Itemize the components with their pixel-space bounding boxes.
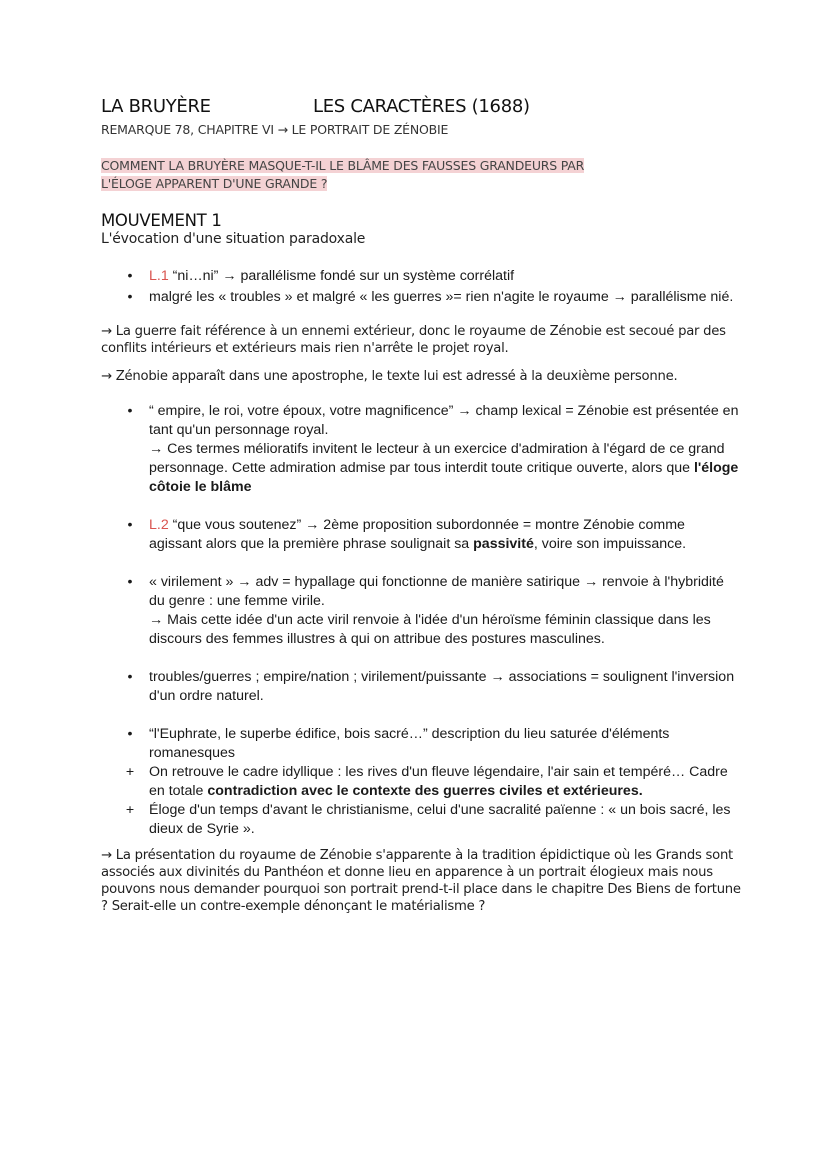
list-item-text: Éloge d'un temps d'avant le christianisme, celui d'une sacralité païenne : « un bois sacré, les dieux de Syrie ». [149, 802, 731, 837]
list-item-text: malgré les « troubles » et malgré « les guerres »= rien n'agite le royaume → parallélisme nié. [149, 289, 734, 305]
list-item [101, 288, 741, 307]
line-reference: L.1 [149, 268, 169, 284]
plus-icon: + [125, 802, 135, 818]
bullet-list-2 [101, 402, 741, 839]
emphasis-text: l'éloge côtoie le blâme [149, 460, 739, 495]
document-title [101, 96, 741, 120]
document-page [101, 96, 741, 915]
bullet-icon: • [127, 669, 133, 685]
list-item-text: « virilement » → adv = hypallage qui fonctionne de manière satirique → renvoie à l'hybridité du genre : une femme virile. [149, 574, 724, 609]
bullet-icon: • [127, 726, 133, 742]
list-item-text: “ni…ni” → parallélisme fondé sur un système corrélatif [168, 268, 515, 284]
emphasis-text: contradiction avec le contexte des guerres civiles et extérieures. [207, 783, 643, 799]
list-item [101, 801, 741, 839]
list-item-text: → Ces termes mélioratifs invitent le lecteur à un exercice d'admiration à l'égard de ce grand personnage. Cette admiration admise par tous interdit toute critique ouverte, alors que [149, 441, 725, 476]
paragraph-apostrophe: → Zénobie apparaît dans une apostrophe, le texte lui est adressé à la deuxième personne. [101, 369, 678, 384]
list-item-text: “que vous soutenez” → 2ème proposition subordonnée = montre Zénobie comme agissant alors que la première phrase soulignait sa [149, 517, 685, 552]
list-item [101, 763, 741, 801]
bullet-icon: • [127, 574, 133, 590]
list-item [101, 516, 741, 554]
list-item-text: “l'Euphrate, le superbe édifice, bois sacré…” description du lieu saturée d'éléments romanesques [149, 726, 670, 761]
bullet-list-1 [101, 267, 741, 307]
movement-subtitle: L'évocation d'une situation paradoxale [101, 231, 366, 247]
problematic-question [101, 157, 741, 193]
list-item [101, 725, 741, 763]
list-item-text: troubles/guerres ; empire/nation ; virilement/puissante → associations = soulignent l'inversion d'un ordre naturel. [149, 669, 735, 704]
movement-title: MOUVEMENT 1 [101, 211, 222, 230]
list-item [101, 402, 741, 497]
list-item-text: On retrouve le cadre idyllique : les rives d'un fleuve légendaire, l'air sain et tempéré… Cadre en totale [149, 764, 728, 799]
bullet-icon: • [127, 268, 133, 284]
list-item [101, 267, 741, 286]
paragraph-war: → La guerre fait référence à un ennemi extérieur, donc le royaume de Zénobie est secoué par des conflits intérieurs et extérieurs mais rien n'arrête le projet royal. [101, 324, 726, 356]
bullet-icon: • [127, 517, 133, 533]
list-item-text: , voire son impuissance. [533, 536, 687, 552]
question-line-1: COMMENT LA BRUYÈRE MASQUE-T-IL LE BLÂME DES FAUSSES GRANDEURS PAR [101, 158, 585, 173]
paragraph-conclusion: → La présentation du royaume de Zénobie s'apparente à la tradition épidictique où les Grands sont associés aux divinités du Panthéon et donne lieu en apparence à un portrait élogieux mais nous pouvons nous demander pourquoi son portrait prend-t-il place dans le chapitre Des Biens de fortune ? Serait-elle un contre-exemple dénonçant le matérialisme ? [101, 848, 741, 914]
plus-icon: + [125, 764, 135, 780]
list-item [101, 573, 741, 649]
work-title: LES CARACTÈRES (1688) [313, 96, 530, 117]
bullet-icon: • [127, 289, 133, 305]
author-name: LA BRUYÈRE [101, 96, 211, 117]
list-item-text: “ empire, le roi, votre époux, votre magnificence” → champ lexical = Zénobie est présentée en tant qu'un personnage royal. [149, 403, 739, 438]
bullet-icon: • [127, 403, 133, 419]
emphasis-text: passivité [473, 536, 534, 552]
list-item [101, 668, 741, 706]
list-item-text: → Mais cette idée d'un acte viril renvoie à l'idée d'un héroïsme féminin classique dans les discours des femmes illustres à qui on attribue des postures masculines. [149, 612, 711, 647]
question-line-2: L'ÉLOGE APPARENT D'UNE GRANDE ? [101, 176, 328, 191]
document-subtitle: REMARQUE 78, CHAPITRE VI → LE PORTRAIT DE ZÉNOBIE [101, 122, 449, 137]
line-reference: L.2 [149, 517, 169, 533]
